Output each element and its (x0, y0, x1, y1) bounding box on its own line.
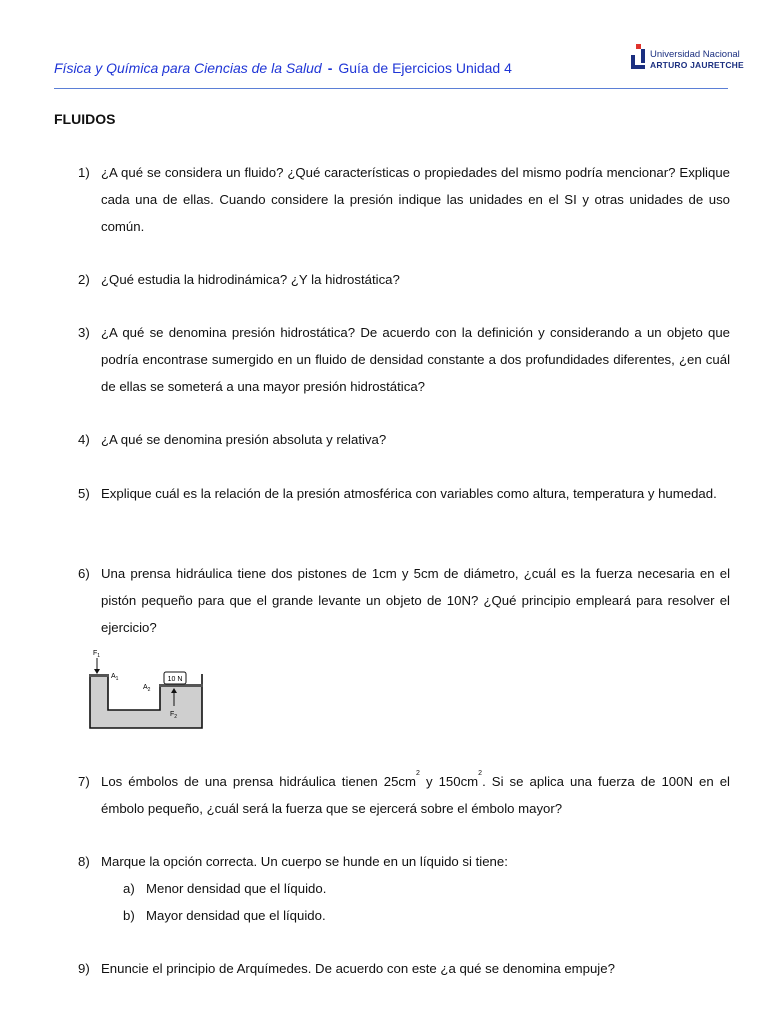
section-title: FLUIDOS (54, 111, 116, 127)
f1-label: $F_1$ (93, 650, 101, 659)
question-number: 6) (78, 566, 90, 581)
logo-line-1: Universidad Nacional (650, 49, 740, 60)
question-9 (78, 956, 730, 983)
question-number: 2) (78, 272, 90, 287)
option-text: Mayor densidad que el líquido. (146, 908, 326, 923)
question-6 (78, 561, 730, 641)
question-7 (78, 769, 730, 823)
small-piston (89, 674, 109, 677)
question-text: Marque la opción correcta. Un cuerpo se hunde en un líquido si tiene: (101, 854, 508, 869)
question-text: ¿A qué se considera un fluido? ¿Qué características o propiedades del mismo podría mencionar? Explique cada una de ellas. Cuando considere la presión indique las unidades en el SI y otras unidades de uso común. (101, 165, 730, 234)
question-4 (78, 427, 730, 454)
question-2 (78, 267, 730, 294)
small-column-fluid (90, 676, 108, 686)
option-text: Menor densidad que el líquido. (146, 881, 327, 896)
university-logo-mark-icon (628, 44, 648, 74)
question-3 (78, 320, 730, 400)
question-text: Explique cuál es la relación de la presión atmosférica con variables como altura, temperatura y humedad. (101, 486, 717, 501)
question-number: 8) (78, 854, 90, 869)
question-number: 9) (78, 961, 90, 976)
option-letter: b) (123, 908, 135, 923)
question-5 (78, 481, 730, 508)
question-text: ¿Qué estudia la hidrodinámica? ¿Y la hidrostática? (101, 272, 400, 287)
header-separator: - (327, 60, 333, 76)
guide-title: Guía de Ejercicios Unidad 4 (338, 60, 512, 76)
question-number: 4) (78, 432, 90, 447)
page-header (54, 48, 744, 89)
logo-line-2: ARTURO JAURETCHE (650, 60, 744, 70)
question-text: Enuncie el principio de Arquímedes. De acuerdo con este ¿a qué se denomina empuje? (101, 961, 615, 976)
a1-label: $A_1$ (111, 673, 119, 682)
f1-arrowhead (94, 669, 100, 674)
question-text: Los émbolos de una prensa hidráulica tienen $25cm^2$ y $150cm^2$. Si se aplica una fuerza de 100N en el émbolo pequeño, ¿cuál será la fuerza que se ejercerá sobre el émbolo mayor? (101, 770, 730, 816)
tank-gap (108, 686, 160, 710)
question-text: ¿A qué se denomina presión hidrostática? De acuerdo con la definición y considerando a un objeto que podría encontrase sumergido en un fluido de densidad constante a dos profundidades diferentes, ¿en cuál de ellas se someterá a una mayor presión hidrostática? (101, 325, 730, 394)
question-8 (78, 849, 730, 876)
question-text: ¿A qué se denomina presión absoluta y relativa? (101, 432, 387, 447)
option-b (123, 908, 326, 923)
question-text: Una prensa hidráulica tiene dos pistones de 1cm y 5cm de diámetro, ¿cuál es la fuerza necesaria en el pistón pequeño para que el grande levante un objeto de 10N? ¿Qué principio empleará para resolver el ejercicio? (101, 566, 730, 635)
question-number: 3) (78, 325, 90, 340)
question-number: 5) (78, 486, 90, 501)
question-number: 1) (78, 165, 90, 180)
question-number: 7) (78, 774, 90, 789)
a2-label: $A_2$ (143, 684, 151, 693)
option-letter: a) (123, 881, 135, 896)
question-1 (78, 160, 730, 240)
weight-label: 10 N (167, 676, 183, 683)
header-title (54, 60, 512, 76)
hydraulic-press-diagram (84, 646, 208, 732)
course-name: Física y Química para Ciencias de la Salud (54, 60, 322, 76)
f2-label: $F_2$ (170, 711, 178, 720)
university-logo (628, 44, 744, 76)
option-a (123, 881, 326, 896)
